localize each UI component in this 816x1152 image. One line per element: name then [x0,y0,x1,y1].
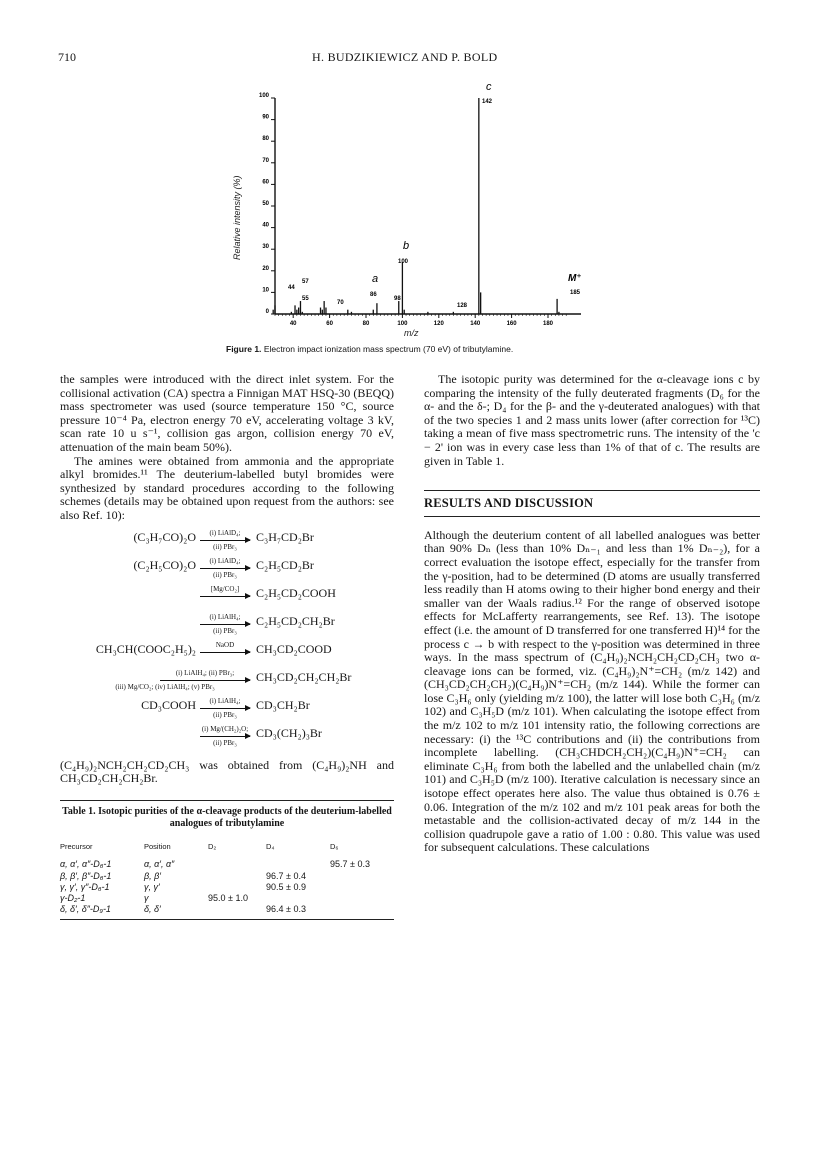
y-tick-label: 80 [262,136,269,143]
table-cell: 96.7 ± 0.4 [266,870,306,881]
reaction-scheme [60,613,394,641]
page-number: 710 [58,50,76,64]
scheme-product: CD₃(CH₂)₃Br [256,725,322,740]
table-row [60,871,394,882]
scheme-reagent-above: (i) LiAlH₄; [209,696,241,705]
table-cell [330,893,394,904]
peak-mz-100: 100 [398,259,409,265]
scheme-reagent-above: (i) LiAlD₄; [209,556,241,565]
x-tick-label: 60 [326,321,333,327]
isotopic-purity-table [60,838,394,921]
table-cell [266,859,330,870]
x-tick-label: 80 [362,321,370,327]
scheme-reactant: (C₂H₅CO)₂O [133,557,196,572]
right-column [424,373,760,855]
running-head: H. BUDZIKIEWICZ AND P. BOLD [312,50,498,64]
y-tick-label: 90 [262,114,269,121]
table-cell [266,893,330,904]
scheme-reagent-below: (ii) PBr₃ [213,626,237,635]
y-tick-label: 60 [262,179,269,186]
reaction-schemes [60,529,394,753]
x-tick-label: 160 [506,321,517,327]
reaction-scheme [60,557,394,585]
scheme-product: CH₃CD₂COOD [256,641,332,656]
scheme-reactant: CD₃COOH [141,697,196,712]
table-header-position: Position [144,841,171,851]
scheme-product: C₂H₅CD₂CH₂Br [256,613,335,628]
table-cell: 96.4 ± 0.3 [266,904,330,920]
reaction-scheme [60,529,394,557]
section-title: RESULTS AND DISCUSSION [424,490,760,517]
reaction-scheme [60,585,394,613]
y-tick-label: 20 [262,265,269,272]
table-cell [208,904,266,920]
y-tick-label: 0 [265,309,269,315]
y-axis-label: Relative intensity (%) [232,175,242,260]
table-cell: γ [144,892,149,903]
table-header-precursor: Precursor [60,841,93,851]
left-column [60,373,394,920]
reaction-arrow [200,708,250,709]
table-cell: β, β′, β″-D₆-1 [60,870,112,881]
figure-caption-label: Figure 1. [226,344,262,354]
scheme-reagent-above: NaOD [215,640,235,649]
scheme-reagent-below: (ii) PBr₃ [213,542,237,551]
table-row [60,904,394,920]
table-cell: 90.5 ± 0.9 [266,881,306,892]
scheme-reactant: (C₃H₇CO)₂O [133,529,196,544]
figure-caption-text: Electron impact ionization mass spectrum (70 eV) of tributylamine. [263,344,514,354]
table-row [60,882,394,893]
x-tick-label: 180 [542,321,554,327]
peak-mz-142: 142 [482,99,493,105]
peak-mz-55: 55 [302,296,309,302]
table-cell [330,904,394,920]
x-tick-label: 120 [433,321,444,327]
mass-spectrum-figure [0,70,816,342]
scheme-reactant: CH₃CH(COOC₂H₅)₂ [95,641,196,656]
peak-mz-128: 128 [457,303,468,309]
peak-label-a: a [372,273,379,285]
x-tick-label: 100 [397,321,408,327]
results-paragraph: Although the deuterium content of all labelled analogues was better than 90% Dₙ (less than 10% Dₙ₋₁ and less than 1% Dₙ₋₂), for a correct evaluation the isotope effect, especially for the transfer from the γ-position, had to be determined (D atoms are usually transferred less readily than H atoms owing to their higher bond energy and their smaller van der Waals radius.¹² For the range of observed isotope effects for McLafferty rearrangements, see Ref. 13). The isotope effect (i.e. the amount of D transferred for one transferred H)¹⁴ for the process c → b with respect to the γ-position was determined in three ways. In the mass spectrum of (C₄H₉)₂NCH₂CH₂CD₂CH₃ two α-cleavage ions can be formed, viz. (C₄H₉)₂N⁺=CH₂ (m/z 142) and (CH₃CD₂CH₂CH₂)(C₄H₉)N⁺=CH₂ (m/z 144). While the former can lose C₃H₆ only (yielding m/z 100), the latter will lose both C₃H₆ (m/z 102) and C₃H₅D (m/z 101). When calculating the isotope effect from the m/z 102 to m/z 101 intensity ratio, the following corrections are necessary: (i) the ¹³C contributions and (ii) the contributions from incomplete labelling. (CH₃CHDCH₂CH₂)(C₄H₉)N⁺=CH₂ can eliminate C₃H₆ from both the labelled and the unlabelled chain (m/z 101) and C₃H₅D (m/z 100). Iterative calculation is necessary since an isotope effect operates here also. The value thus obtained is 0.76 ± 0.06. Integration of the m/z 102 and m/z 101 peak areas for both the metastable and the collision-activated decay of m/z 144 in the collision quadrupole gave a ratio of 1.00 : 0.80. This value was used for subsequent calculations. These calculations [424,527,760,855]
reaction-scheme [60,697,394,725]
reaction-arrow [160,680,250,681]
peak-label-molecular-ion: M⁺ [568,273,582,284]
reaction-scheme [60,725,394,753]
table-cell: γ-D₂-1 [60,892,86,903]
x-tick-label: 40 [289,321,297,327]
peak-mz-57: 57 [302,279,309,285]
table-cell: α, α′, α″ [144,859,175,870]
isotopic-purity-paragraph: The isotopic purity was determined for the α-cleavage ions c by comparing the intensity of the fully deuterated fragments (D₆ for the α- and the δ-; D₄ for the β- and the γ-deuterated analogues) with that of the two species 1 and 2 mass units lower (after correction for ¹³C) taking a mean of five mass spectrometric runs. The intensity of the 'c − 2' ion was in every case less than 1% of that of c. The results are given in Table 1. [424,372,760,468]
table-cell: 95.7 ± 0.3 [330,859,370,870]
peak-mz-185: 185 [570,290,581,296]
table-cell [208,882,266,893]
table-cell: 95.0 ± 1.0 [208,892,248,903]
table-row [60,893,394,904]
table-cell [208,871,266,882]
table-cell: α, α′, α″-D₆-1 [60,859,112,870]
figure-caption [226,344,513,354]
scheme-reagent-above: (i) LiAlD₄; [209,528,241,537]
table-title: Table 1. Isotopic purities of the α-cleavage products of the deuterium-labelled analogues of tributylamine [60,800,394,830]
scheme-product: C₂H₅CD₂COOH [256,585,336,600]
table-cell [208,859,266,870]
synthesis-paragraph: The amines were obtained from ammonia and the appropriate alkyl bromides.¹¹ The deuterium-labelled butyl bromides were synthesized by standard procedures according to the following schemes (details may be obtained upon request from the authors: see also Ref. 10): [60,453,394,522]
y-tick-label: 50 [262,201,269,207]
scheme-product: CD₃CH₂Br [256,697,310,712]
table-header-d4: D₄ [266,841,275,851]
peak-mz-70: 70 [337,300,344,306]
y-tick-label: 40 [262,222,269,229]
scheme-product: C₂H₅CD₂Br [256,557,314,572]
table-cell: δ, δ′, δ″-D₉-1 [60,904,144,920]
scheme-product: C₃H₇CD₂Br [256,529,314,544]
peak-label-b: b [403,240,410,252]
scheme-product: CH₃CD₂CH₂CH₂Br [256,669,352,684]
table-header-d6: D₆ [330,841,339,851]
x-tick-label: 140 [470,321,481,327]
y-tick-label: 100 [258,93,269,99]
y-tick-label: 70 [262,157,269,164]
y-tick-label: 30 [262,244,269,251]
table-header-d2: D₂ [208,841,217,851]
reaction-scheme [60,669,394,697]
peak-mz-44: 44 [288,285,295,291]
scheme-reagent-below: (ii) PBr₃ [213,570,237,579]
scheme-reagent-above: [Mg/CO₂] [210,584,240,593]
mass-spectrum-chart [232,81,582,338]
reaction-arrow [200,568,250,569]
table-row [60,859,394,870]
y-tick-label: 10 [262,287,269,294]
reaction-scheme [60,641,394,669]
x-axis-label: m/z [404,328,419,338]
peak-label-c: c [486,81,492,93]
scheme-reagent-above: (i) LiAlH₄; (ii) PBr₃; [175,668,235,677]
reaction-arrow [200,596,250,597]
synthesis-note: (C₄H₉)₂NCH₂CH₂CD₂CH₃ was obtained from (C₄H₉)₂NH and CH₃CD₂CH₂CH₂Br. [60,757,394,786]
table-cell: δ, δ′ [144,904,208,920]
reaction-arrow [200,540,250,541]
peak-mz-86: 86 [370,292,377,298]
reaction-arrow [200,736,250,737]
table-cell: γ, γ′, γ″-D₆-1 [60,881,110,892]
table-cell: γ, γ′ [144,881,160,892]
peak-mz-98: 98 [394,296,401,302]
reaction-arrow [200,624,250,625]
reaction-arrow [200,652,250,653]
table-cell: β, β′ [144,870,161,881]
scheme-reagent-below: (iii) Mg/CO₂; (iv) LiAlH₄; (v) PBr₃ [115,682,215,691]
table-cell [330,882,394,893]
table-cell [330,871,394,882]
scheme-reagent-above: (i) Mg/(CH₂)₂O; [201,724,249,733]
scheme-reagent-above: (i) LiAlH₄; [209,612,241,621]
scheme-reagent-below: (ii) PBr₃ [213,710,237,719]
scheme-reagent-below: (ii) PBr₃ [213,738,237,747]
methods-paragraph: the samples were introduced with the direct inlet system. For the collisional activation (CA) spectra a Finnigan MAT HSQ-30 (BEQQ) mass spectrometer was used (source temperature 150 °C, source pressure 10⁻⁴ Pa, electron energy 70 eV, accelerating voltage 3 kV, scan rate 10 u s⁻¹, collision gas argon, collision energy 70 eV, attenuation of the main beam 50%). [60,372,394,454]
isotopic-purity-table-block [60,800,394,921]
